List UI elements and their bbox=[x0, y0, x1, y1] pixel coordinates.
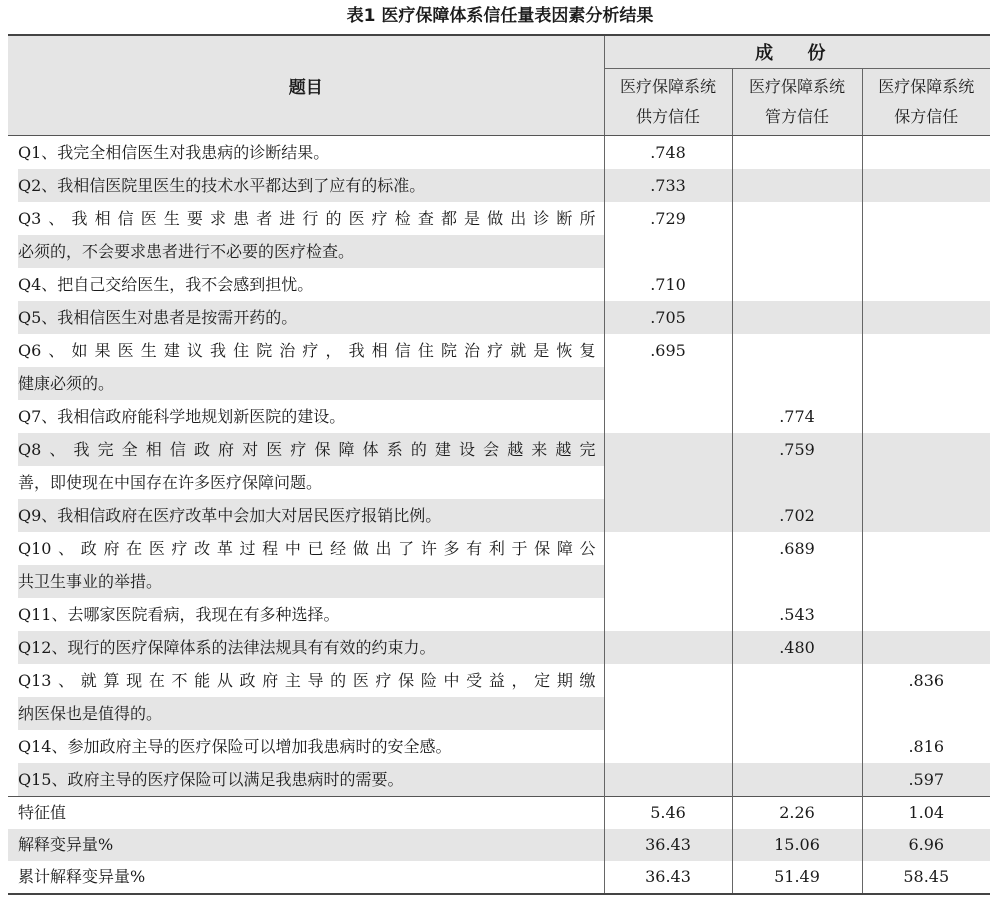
question-text: Q4、把自己交给医生，我不会感到担忧。 bbox=[18, 275, 314, 294]
summary-row bbox=[8, 829, 990, 861]
column-header-line: 医疗保障系统 bbox=[619, 77, 716, 96]
question-text: Q10、政府在医疗改革过程中已经做出了许多有利于保障公 bbox=[18, 539, 596, 558]
table-row bbox=[8, 169, 990, 202]
table-row bbox=[8, 268, 990, 301]
loading-cell bbox=[604, 763, 732, 797]
question-text: Q15、政府主导的医疗保险可以满足我患病时的需要。 bbox=[18, 763, 604, 796]
question-text: Q12、现行的医疗保障体系的法律法规具有有效的约束力。 bbox=[18, 631, 604, 664]
table-row bbox=[8, 334, 990, 400]
loading-cell: .774 bbox=[732, 400, 862, 433]
table-caption: 表1 医疗保障体系信任量表因素分析结果 bbox=[346, 6, 654, 26]
question-text: Q11、去哪家医院看病，我现在有多种选择。 bbox=[18, 605, 340, 624]
column-header-line: 保方信任 bbox=[894, 107, 959, 126]
table-row bbox=[8, 532, 990, 598]
question-cell bbox=[8, 598, 604, 631]
loading-cell bbox=[862, 499, 990, 532]
table-row bbox=[8, 301, 990, 334]
loading-cell: .480 bbox=[732, 631, 862, 664]
loading-cell bbox=[604, 631, 732, 664]
question-text: Q6、如果医生建议我住院治疗，我相信住院治疗就是恢复 bbox=[18, 341, 596, 360]
loading-cell: .729 bbox=[604, 202, 732, 268]
loading-cell bbox=[604, 532, 732, 598]
loading-cell bbox=[862, 598, 990, 631]
question-cell bbox=[8, 301, 604, 334]
loading-cell bbox=[604, 730, 732, 763]
loading-cell: .748 bbox=[604, 136, 732, 170]
question-cell bbox=[8, 664, 604, 730]
loading-cell bbox=[732, 730, 862, 763]
summary-row bbox=[8, 797, 990, 830]
loading-cell bbox=[862, 136, 990, 170]
question-cell bbox=[8, 400, 604, 433]
loading-cell bbox=[732, 334, 862, 400]
component-header: 成 份 bbox=[604, 35, 990, 69]
table-row bbox=[8, 400, 990, 433]
table-row bbox=[8, 664, 990, 730]
question-text: 共卫生事业的举措。 bbox=[18, 565, 604, 598]
loading-cell: .695 bbox=[604, 334, 732, 400]
loading-cell bbox=[732, 169, 862, 202]
loading-cell bbox=[732, 202, 862, 268]
question-text: Q13、就算现在不能从政府主导的医疗保险中受益，定期缴 bbox=[18, 671, 596, 690]
question-text: Q5、我相信医生对患者是按需开药的。 bbox=[18, 301, 604, 334]
question-text: Q9、我相信政府在医疗改革中会加大对居民医疗报销比例。 bbox=[18, 499, 604, 532]
question-text: 纳医保也是值得的。 bbox=[18, 697, 604, 730]
loading-cell bbox=[732, 136, 862, 170]
table-row bbox=[8, 499, 990, 532]
loading-cell: .543 bbox=[732, 598, 862, 631]
loading-cell: .689 bbox=[732, 532, 862, 598]
loading-cell bbox=[862, 169, 990, 202]
loading-cell bbox=[732, 763, 862, 797]
question-text: Q3、我相信医生要求患者进行的医疗检查都是做出诊断所 bbox=[18, 209, 596, 228]
loading-cell bbox=[732, 664, 862, 730]
loading-cell: .597 bbox=[862, 763, 990, 797]
question-text: Q2、我相信医院里医生的技术水平都达到了应有的标准。 bbox=[18, 169, 604, 202]
question-cell bbox=[8, 136, 604, 170]
question-text: Q7、我相信政府能科学地规划新医院的建设。 bbox=[18, 407, 346, 426]
summary-value: 6.96 bbox=[862, 829, 990, 861]
loading-cell bbox=[604, 499, 732, 532]
summary-value: 58.45 bbox=[862, 861, 990, 894]
loading-cell bbox=[862, 400, 990, 433]
column-header-line: 医疗保障系统 bbox=[748, 77, 845, 96]
summary-value: 1.04 bbox=[862, 797, 990, 830]
loading-cell: .702 bbox=[732, 499, 862, 532]
loading-cell bbox=[862, 631, 990, 664]
loading-cell bbox=[732, 268, 862, 301]
loading-cell: .759 bbox=[732, 433, 862, 499]
column-header-line: 医疗保障系统 bbox=[878, 77, 975, 96]
question-cell bbox=[8, 433, 604, 499]
question-cell bbox=[8, 631, 604, 664]
loading-cell bbox=[862, 301, 990, 334]
loading-cell bbox=[862, 268, 990, 301]
summary-value: 51.49 bbox=[732, 861, 862, 894]
loading-cell: .710 bbox=[604, 268, 732, 301]
table-row bbox=[8, 598, 990, 631]
column-header-insurer-trust bbox=[862, 69, 990, 136]
loading-cell bbox=[604, 400, 732, 433]
loading-cell bbox=[604, 598, 732, 631]
column-header-supply-trust bbox=[604, 69, 732, 136]
summary-value: 36.43 bbox=[604, 861, 732, 894]
loading-cell: .816 bbox=[862, 730, 990, 763]
column-header-line: 供方信任 bbox=[635, 107, 700, 126]
question-cell bbox=[8, 532, 604, 598]
question-text: 善，即使现在中国存在许多医疗保障问题。 bbox=[18, 473, 323, 492]
table-row bbox=[8, 730, 990, 763]
column-header-admin-trust bbox=[732, 69, 862, 136]
question-cell bbox=[8, 763, 604, 797]
loading-cell: .733 bbox=[604, 169, 732, 202]
loading-cell: .705 bbox=[604, 301, 732, 334]
topic-header: 题目 bbox=[8, 35, 604, 136]
question-cell bbox=[8, 268, 604, 301]
loading-cell bbox=[862, 532, 990, 598]
question-cell bbox=[8, 202, 604, 268]
loading-cell bbox=[604, 664, 732, 730]
loading-cell bbox=[862, 202, 990, 268]
question-text: 健康必须的。 bbox=[18, 367, 604, 400]
table-row bbox=[8, 433, 990, 499]
loading-cell bbox=[732, 301, 862, 334]
question-text: 必须的，不会要求患者进行不必要的医疗检查。 bbox=[18, 235, 604, 268]
factor-analysis-table bbox=[8, 34, 990, 895]
question-cell bbox=[8, 730, 604, 763]
question-text: Q1、我完全相信医生对我患病的诊断结果。 bbox=[18, 143, 330, 162]
question-cell bbox=[8, 334, 604, 400]
question-cell bbox=[8, 499, 604, 532]
question-text: Q14、参加政府主导的医疗保险可以增加我患病时的安全感。 bbox=[18, 737, 452, 756]
table-row bbox=[8, 763, 990, 797]
summary-row bbox=[8, 861, 990, 894]
summary-value: 5.46 bbox=[604, 797, 732, 830]
summary-label: 累计解释变异量% bbox=[8, 861, 604, 894]
table-row bbox=[8, 631, 990, 664]
loading-cell: .836 bbox=[862, 664, 990, 730]
summary-value: 2.26 bbox=[732, 797, 862, 830]
loading-cell bbox=[862, 433, 990, 499]
table-row bbox=[8, 202, 990, 268]
summary-value: 36.43 bbox=[604, 829, 732, 861]
loading-cell bbox=[862, 334, 990, 400]
summary-value: 15.06 bbox=[732, 829, 862, 861]
column-header-line: 管方信任 bbox=[764, 107, 829, 126]
table-row bbox=[8, 136, 990, 170]
loading-cell bbox=[604, 433, 732, 499]
question-cell bbox=[8, 169, 604, 202]
summary-label: 特征值 bbox=[8, 797, 604, 830]
question-text: Q8、我完全相信政府对医疗保障体系的建设会越来越完 bbox=[18, 433, 604, 466]
summary-label: 解释变异量% bbox=[8, 829, 604, 861]
